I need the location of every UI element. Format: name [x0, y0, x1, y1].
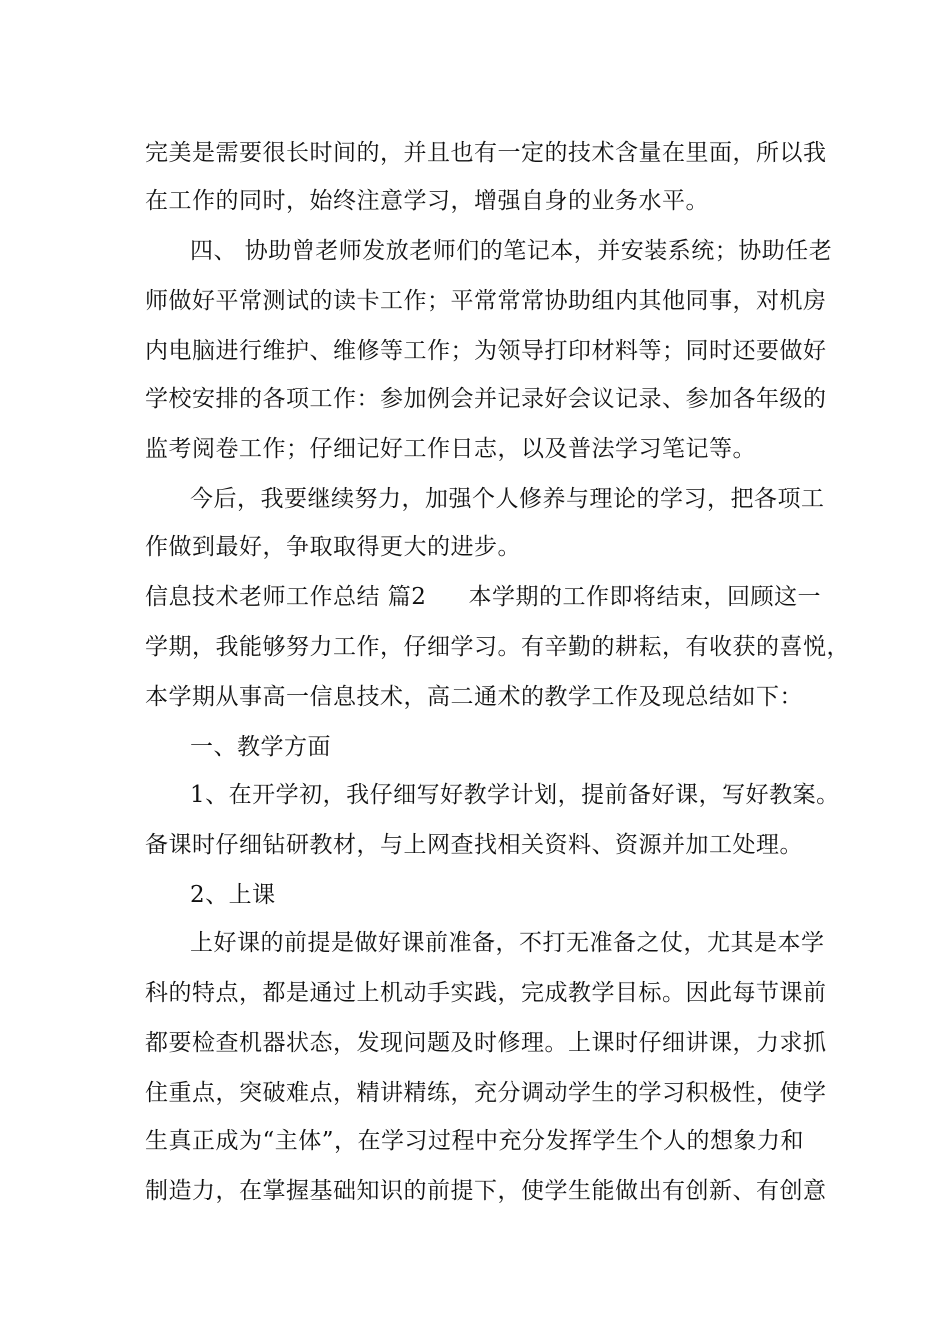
text-line: 上好课的前提是做好课前准备，不打无准备之仗，尤其是本学 [190, 930, 825, 956]
text-line: 师做好平常测试的读卡工作；平常常常协助组内其他同事，对机房 [145, 288, 827, 314]
text-line: 学校安排的各项工作：参加例会并记录好会议记录、参加各年级的 [145, 386, 827, 412]
text-line: 本学期从事高一信息技术，高二通术的教学工作及现总结如下： [145, 684, 803, 710]
text-line: 完美是需要很长时间的，并且也有一定的技术含量在里面，所以我 [145, 140, 827, 166]
section-intro: 本学期的工作即将结束，回顾这一 [468, 584, 821, 610]
text-line: 监考阅卷工作；仔细记好工作日志，以及普法学习笔记等。 [145, 436, 756, 462]
text-line: 都要检查机器状态，发现问题及时修理。上课时仔细讲课，力求抓 [145, 1030, 827, 1056]
text-line: 住重点，突破难点，精讲精练，充分调动学生的学习积极性，使学 [145, 1080, 827, 1106]
text-line: 备课时仔细钻研教材，与上网查找相关资料、资源并加工处理。 [145, 832, 803, 858]
subheading: 2、上课 [190, 882, 276, 908]
text-line: 四、 协助曾老师发放老师们的笔记本，并安装系统；协助任老 [190, 238, 833, 264]
section-heading-line [145, 582, 821, 612]
text-line: 制造力，在掌握基础知识的前提下，使学生能做出有创新、有创意 [145, 1178, 827, 1204]
section-title: 信息技术老师工作总结 篇2 [145, 584, 427, 610]
text-line: 科的特点，都是通过上机动手实践，完成教学目标。因此每节课前 [145, 980, 827, 1006]
text-line: 1、在开学初，我仔细写好教学计划，提前备好课，写好教案。 [190, 782, 840, 808]
text-line: 内电脑进行维护、维修等工作；为领导打印材料等；同时还要做好 [145, 338, 827, 364]
subheading: 一、教学方面 [190, 734, 331, 760]
text-line: 作做到最好，争取取得更大的进步。 [145, 534, 521, 560]
text-line: 学期，我能够努力工作，仔细学习。有辛勤的耕耘，有收获的喜悦， [145, 634, 850, 660]
text-line: 生真正成为“主体”，在学习过程中充分发挥学生个人的想象力和 [145, 1128, 805, 1154]
text-line: 在工作的同时，始终注意学习，增强自身的业务水平。 [145, 188, 709, 214]
text-line: 今后，我要继续努力，加强个人修养与理论的学习，把各项工 [190, 486, 825, 512]
